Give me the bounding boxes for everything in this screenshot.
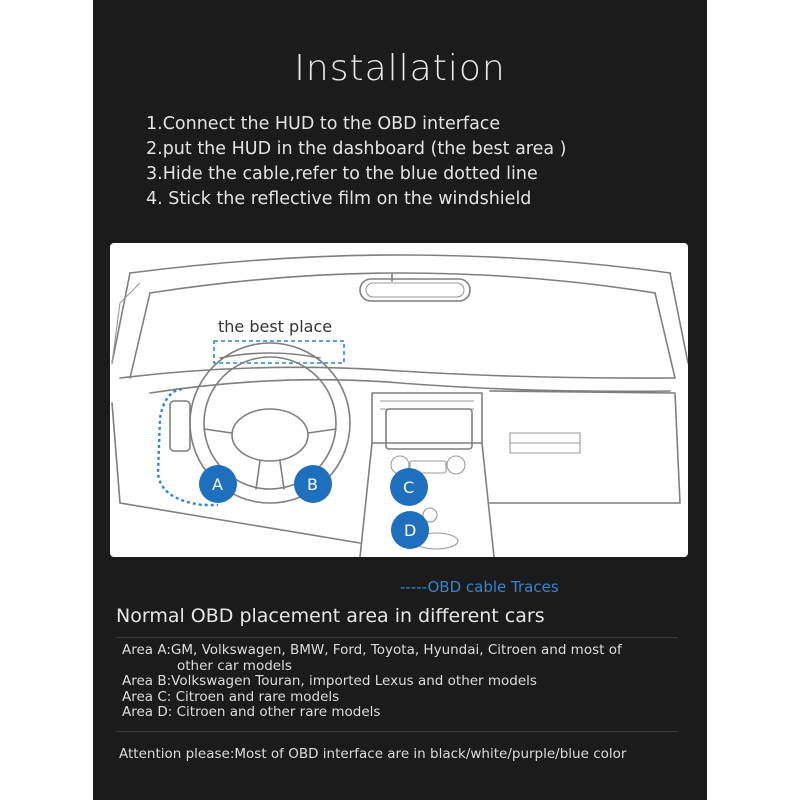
marker-b-label: B [307,475,318,494]
content-panel [93,0,707,800]
step-item: 1.Connect the HUD to the OBD interface [146,114,501,134]
step-item: 2.put the HUD in the dashboard (the best area ) [146,139,567,159]
area-text: Area D: Citroen and other rare models [122,704,381,720]
page-title: Installation [294,48,506,89]
marker-d [391,511,429,549]
spoke-right [308,429,336,433]
area-list [122,643,682,721]
vent-slats [380,401,474,409]
divider [116,637,678,638]
climate-knob [447,456,465,474]
a-pillar-right [670,273,688,363]
console-right [482,443,494,557]
marker-a [199,465,237,503]
dashboard-diagram [110,243,688,557]
area-text: Area B:Volkswagen Touran, imported Lexus and other models [122,673,537,689]
marker-c-label: C [403,478,415,497]
cable-trace-legend: -----OBD cable Traces [400,578,559,596]
divider [116,731,678,732]
console-left [360,443,372,557]
rear-view-mirror [360,279,470,301]
step-item: 3.Hide the cable,refer to the blue dotted line [146,164,538,184]
installation-steps [146,112,567,212]
area-item [122,705,682,721]
roof-line [130,255,670,273]
spoke-left [204,429,232,433]
a-pillar-left [112,273,130,363]
steering-hub [232,409,308,461]
area-item [122,674,682,690]
attention-note: Attention please:Most of OBD interface are in black/white/purple/blue color [119,746,627,762]
mirror-glass [366,283,464,297]
area-item [122,643,682,674]
marker-c [390,468,428,506]
a-pillar-left-inner [130,293,150,378]
dashboard-top [120,367,675,378]
driver-lower-panel [120,503,360,543]
left-vent [170,401,190,451]
best-place-label: the best place [218,317,333,336]
step-item: 4. Stick the reflective film on the windshield [146,189,532,209]
marker-d-label: D [404,521,417,540]
a-pillar-right-inner [655,293,675,378]
dashboard-illustration [110,243,688,557]
door-edge [112,403,120,503]
section-heading: Normal OBD placement area in different cars [116,605,545,627]
area-item [122,690,682,706]
passenger-dash [490,391,680,503]
area-text: Area A:GM, Volkswagen, BMW, Ford, Toyota, Hyundai, Citroen and most of [122,642,622,658]
dashboard-edge [150,380,670,393]
spoke-bottom [256,461,284,489]
marker-a-label: A [212,475,223,494]
area-continuation: other car models [177,657,292,674]
marker-b [294,465,332,503]
area-text: Area C: Citroen and rare models [122,688,340,705]
